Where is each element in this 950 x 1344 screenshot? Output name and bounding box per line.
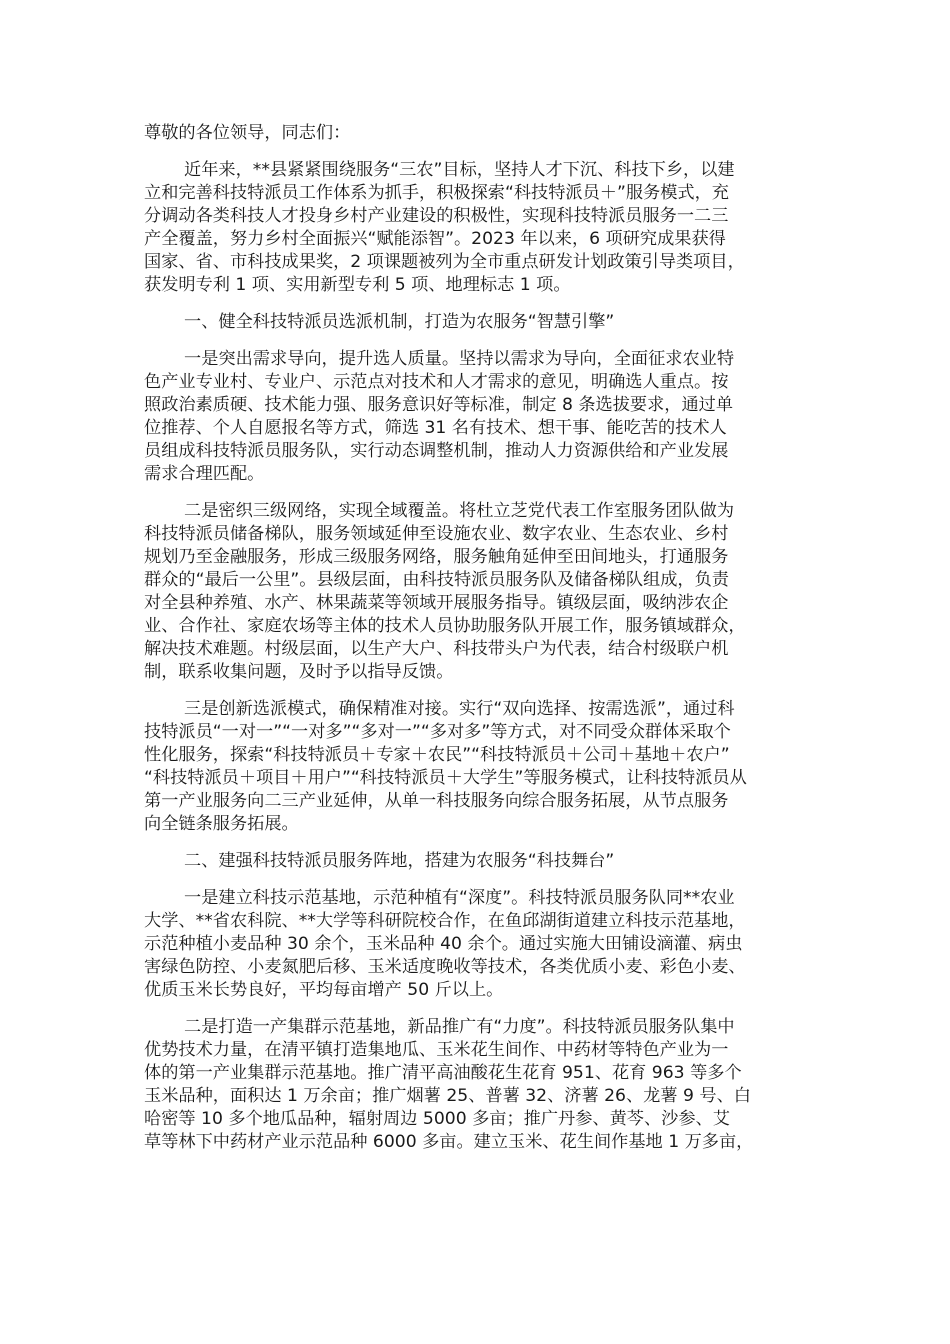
text-line: 技特派员“一对一”“一对多”“多对一”“多对多”等方式，对不同受众群体采取个	[144, 722, 731, 742]
text-line: 害绿色防控、小麦氮肥后移、玉米适度晚收等技术，各类优质小麦、彩色小麦、	[144, 957, 746, 977]
body-paragraph	[144, 348, 830, 486]
text-line: 性化服务，探索“科技特派员＋专家＋农民”“科技特派员＋公司＋基地＋农户”	[144, 745, 730, 765]
text-line: 需求合理匹配。	[144, 464, 265, 484]
body-paragraph	[144, 887, 830, 1002]
text-line: 一是突出需求导向，提升选人质量。坚持以需求为导向，全面征求农业特	[184, 349, 735, 369]
text-line: 体的第一产业集群示范基地。推广清平高油酸花生花育 951、花育 963 等多个	[144, 1063, 742, 1083]
text-line: 一是建立科技示范基地，示范种植有“深度”。科技特派员服务队同**农业	[184, 888, 735, 908]
intro-paragraph	[144, 159, 830, 297]
text-line: 分调动各类科技人才投身乡村产业建设的积极性，实现科技特派员服务一二三	[144, 206, 729, 226]
text-line: 国家、省、市科技成果奖，2 项课题被列为全市重点研发计划政策引导类项目，	[144, 252, 745, 272]
text-line: 尊敬的各位领导，同志们：	[144, 123, 351, 143]
body-paragraph	[144, 500, 830, 684]
text-line: 解决技术难题。村级层面，以生产大户、科技带头户为代表，结合村级联户机	[144, 639, 729, 659]
text-line: 三是创新选派模式，确保精准对接。实行“双向选择、按需选派”，通过科	[184, 699, 735, 719]
section-title: 二、建强科技特派员服务阵地，搭建为农服务“科技舞台”	[184, 851, 615, 871]
section-heading	[144, 311, 830, 334]
section-heading	[144, 850, 830, 873]
text-line: 群众的“最后一公里”。县级层面，由科技特派员服务队及储备梯队组成，负责	[144, 570, 729, 590]
text-line: 近年来，**县紧紧围绕服务“三农”目标，坚持人才下沉、科技下乡，以建	[184, 160, 735, 180]
text-line: 第一产业服务向二三产业延伸，从单一科技服务向综合服务拓展，从节点服务	[144, 791, 729, 811]
text-line: 玉米品种，面积达 1 万余亩；推广烟薯 25、普薯 32、济薯 26、龙薯 9 号、白	[144, 1086, 751, 1106]
text-line: 照政治素质硬、技术能力强、服务意识好等标准，制定 8 条选拔要求，通过单	[144, 395, 734, 415]
text-line: 二是打造一产集群示范基地，新品推广有“力度”。科技特派员服务队集中	[184, 1017, 735, 1037]
salutation	[144, 122, 830, 145]
text-line: 哈密等 10 多个地瓜品种，辐射周边 5000 多亩；推广丹参、黄芩、沙参、艾	[144, 1109, 730, 1129]
text-line: 制，联系收集问题，及时予以指导反馈。	[144, 662, 454, 682]
text-line: 二是密织三级网络，实现全域覆盖。将杜立芝党代表工作室服务团队做为	[184, 501, 735, 521]
text-line: 科技特派员储备梯队，服务领域延伸至设施农业、数字农业、生态农业、乡村	[144, 524, 729, 544]
text-line: 对全县种养殖、水产、林果蔬菜等领域开展服务指导。镇级层面，吸纳涉农企	[144, 593, 729, 613]
text-line: 位推荐、个人自愿报名等方式，筛选 31 名有技术、想干事、能吃苦的技术人	[144, 418, 727, 438]
text-line: 优质玉米长势良好，平均每亩增产 50 斤以上。	[144, 980, 504, 1000]
text-line: 业、合作社、家庭农场等主体的技术人员协助服务队开展工作，服务镇域群众，	[144, 616, 746, 636]
text-line: 优势技术力量，在清平镇打造集地瓜、玉米花生间作、中药材等特色产业为一	[144, 1040, 729, 1060]
text-line: “科技特派员＋项目＋用户”“科技特派员＋大学生”等服务模式，让科技特派员从	[144, 768, 747, 788]
text-line: 示范种植小麦品种 30 余个，玉米品种 40 余个。通过实施大田铺设滴灌、病虫	[144, 934, 743, 954]
text-line: 获发明专利 1 项、实用新型专利 5 项、地理标志 1 项。	[144, 275, 571, 295]
body-paragraph	[144, 1016, 830, 1154]
body-paragraph	[144, 698, 830, 836]
text-line: 立和完善科技特派员工作体系为抓手，积极探索“科技特派员＋”服务模式，充	[144, 183, 729, 203]
document-page	[144, 122, 830, 1168]
text-line: 员组成科技特派员服务队，实行动态调整机制，推动人力资源供给和产业发展	[144, 441, 729, 461]
text-line: 草等林下中药材产业示范品种 6000 多亩。建立玉米、花生间作基地 1 万多亩，	[144, 1132, 754, 1152]
text-line: 产全覆盖，努力乡村全面振兴“赋能添智”。2023 年以来，6 项研究成果获得	[144, 229, 726, 249]
text-line: 规划乃至金融服务，形成三级服务网络，服务触角延伸至田间地头，打通服务	[144, 547, 729, 567]
text-line: 向全链条服务拓展。	[144, 814, 299, 834]
section-title: 一、健全科技特派员选派机制，打造为农服务“智慧引擎”	[184, 312, 615, 332]
text-line: 大学、**省农科院、**大学等科研院校合作，在鱼邱湖街道建立科技示范基地，	[144, 911, 746, 931]
text-line: 色产业专业村、专业户、示范点对技术和人才需求的意见，明确选人重点。按	[144, 372, 729, 392]
